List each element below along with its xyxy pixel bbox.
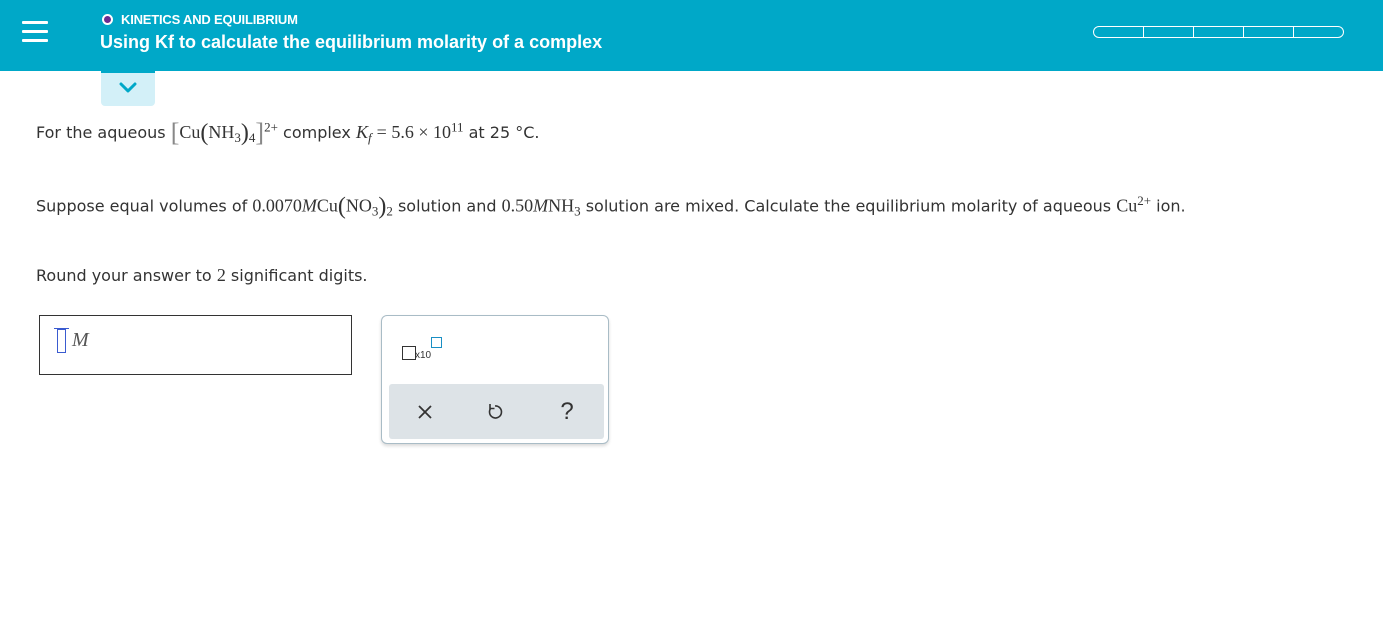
ligand-subscript: 3 xyxy=(574,203,581,219)
paren-open: ( xyxy=(337,193,346,220)
help-button[interactable] xyxy=(552,397,582,427)
text: significant digits. xyxy=(230,266,368,285)
k-subscript: f xyxy=(367,130,372,146)
conc-1: 0.0070 xyxy=(252,195,302,216)
ion: Cu xyxy=(1116,195,1138,216)
complex-charge: 2+ xyxy=(264,119,278,135)
close-icon xyxy=(417,404,433,420)
topic-row xyxy=(102,10,298,28)
question-line-2 xyxy=(36,193,1186,220)
k-value: = 5.6 × 10 xyxy=(376,122,451,142)
answer-cursor-field[interactable] xyxy=(57,329,66,353)
scientific-notation-button[interactable] xyxy=(400,336,446,364)
question-line-1 xyxy=(36,118,539,148)
paren-open: ( xyxy=(200,120,209,146)
exponent-box-icon xyxy=(431,337,442,348)
base-box-icon xyxy=(402,346,416,360)
complex-metal: Cu xyxy=(179,122,201,142)
ion-charge: 2+ xyxy=(1137,193,1152,208)
chevron-down-icon xyxy=(119,82,137,94)
clear-button[interactable] xyxy=(410,397,440,427)
unit-1: M xyxy=(301,195,317,216)
text: Round your answer to xyxy=(36,266,212,285)
anion-subscript: 3 xyxy=(371,203,379,219)
text: solution and xyxy=(397,196,497,216)
progress-segment xyxy=(1243,26,1294,38)
expand-button[interactable] xyxy=(101,71,155,106)
question-line-3 xyxy=(36,265,368,286)
k-exponent: 11 xyxy=(450,119,464,135)
unit-2: M xyxy=(533,195,549,216)
conc-2: 0.50 xyxy=(501,195,534,216)
ligand-subscript: 3 xyxy=(234,130,241,146)
undo-button[interactable] xyxy=(480,397,510,427)
lesson-title: Using Kf to calculate the equilibrium molarity of a complex xyxy=(100,32,603,52)
bracket-open: [ xyxy=(170,118,180,147)
salt-anion: NO xyxy=(345,195,372,216)
bracket-close: ] xyxy=(255,118,265,147)
menu-icon[interactable] xyxy=(22,21,48,43)
progress-bar xyxy=(1093,26,1343,38)
topic-label: KINETICS AND EQUILIBRIUM xyxy=(121,11,298,27)
text: at 25 °C. xyxy=(468,123,540,142)
text: For the aqueous xyxy=(36,123,166,142)
help-icon: ? xyxy=(560,398,574,425)
undo-icon xyxy=(486,403,504,421)
digits: 2 xyxy=(216,265,226,285)
text: complex xyxy=(283,123,351,142)
topic-status-dot xyxy=(102,14,113,25)
salt-count: 2 xyxy=(386,203,393,219)
text: solution are mixed. Calculate the equilibrium molarity of aqueous xyxy=(585,196,1112,216)
progress-segment xyxy=(1143,26,1194,38)
salt-metal: Cu xyxy=(316,195,338,216)
progress-segment xyxy=(1193,26,1244,38)
ligand-count: 4 xyxy=(248,130,256,146)
answer-input[interactable] xyxy=(39,315,352,375)
k-symbol: K xyxy=(355,122,368,142)
x10-label: x10 xyxy=(415,350,432,361)
math-toolbox xyxy=(381,315,609,444)
paren-close: ) xyxy=(240,120,249,146)
text: Suppose equal volumes of xyxy=(36,196,248,216)
progress-segment xyxy=(1293,26,1344,38)
complex-ligand: NH xyxy=(208,122,235,142)
ligand: NH xyxy=(548,195,575,216)
top-bar xyxy=(0,0,1383,71)
paren-close: ) xyxy=(378,193,387,220)
text: ion. xyxy=(1156,196,1186,216)
answer-unit: M xyxy=(72,329,89,351)
progress-segment xyxy=(1093,26,1144,38)
toolbox-actions xyxy=(389,384,604,439)
